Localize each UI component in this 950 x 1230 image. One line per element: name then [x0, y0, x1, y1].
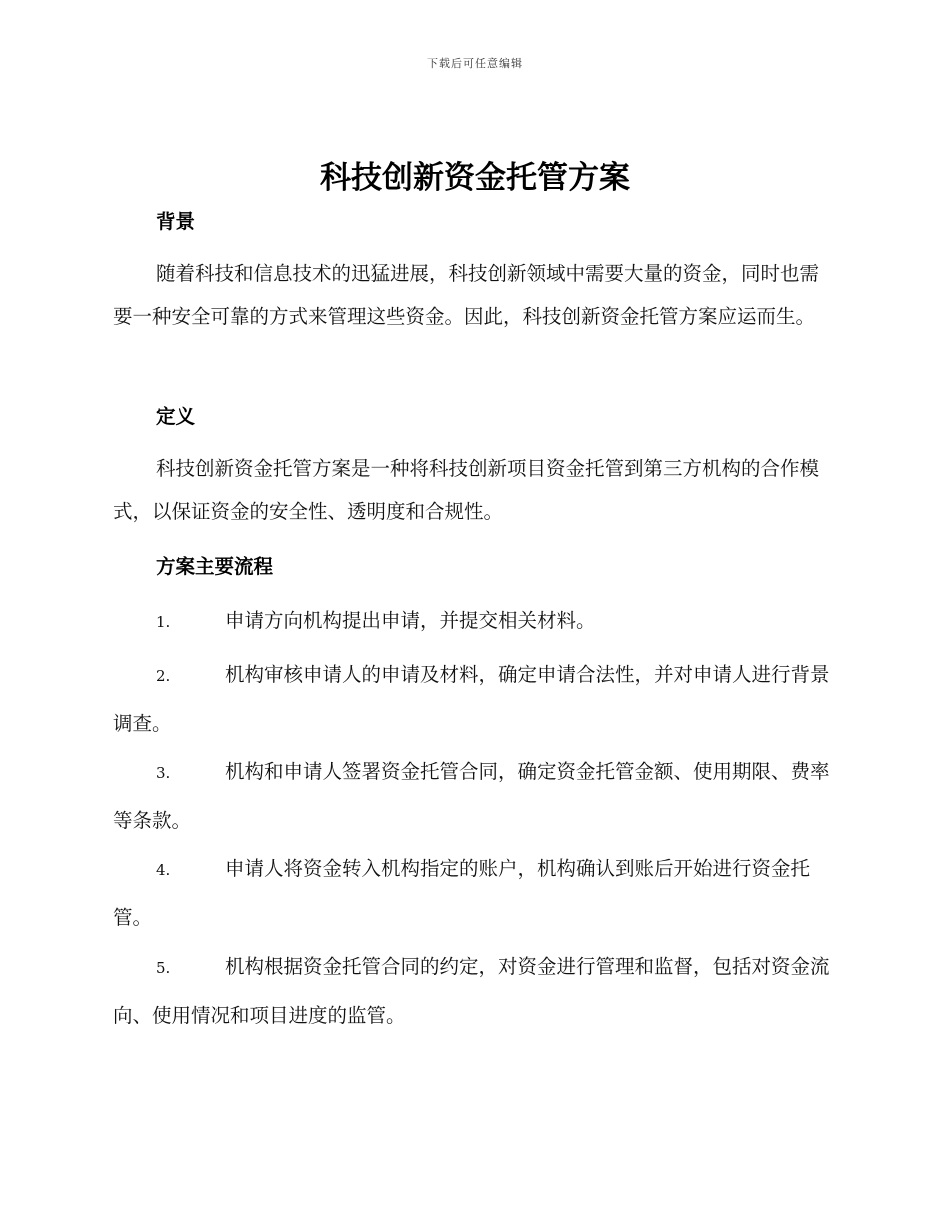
background-paragraph: 随着科技和信息技术的迅猛进展，科技创新领域中需要大量的资金，同时也需要一种安全可靠的方式来管理这些资金。因此，科技创新资金托管方案应运而生。 — [113, 262, 820, 328]
list-item-text: 机构根据资金托管合同的约定，对资金进行管理和监督，包括对资金流向、使用情况和项目进度的监管。 — [113, 955, 830, 1027]
definition-paragraph: 科技创新资金托管方案是一种将科技创新项目资金托管到第三方机构的合作模式，以保证资金的安全性、透明度和合规性。 — [113, 457, 820, 523]
list-item-text: 申请人将资金转入机构指定的账户，机构确认到账后开始进行资金托管。 — [113, 857, 811, 929]
list-item-number: 1. — [156, 613, 171, 631]
list-item-number: 4. — [156, 861, 171, 879]
process-list-item — [113, 597, 838, 646]
process-list-item — [113, 651, 838, 747]
list-item-number: 3. — [156, 764, 171, 782]
list-item-text: 机构和申请人签署资金托管合同，确定资金托管金额、使用期限、费率等条款。 — [113, 760, 830, 832]
page-header-note: 下载后可任意编辑 — [427, 57, 523, 70]
process-list-item — [113, 943, 838, 1039]
list-item-text: 申请方向机构提出申请，并提交相关材料。 — [225, 609, 596, 632]
list-item-text: 机构审核申请人的申请及材料，确定申请合法性，并对申请人进行背景调查。 — [113, 663, 830, 735]
process-list-item — [113, 748, 838, 844]
section-heading-definition: 定义 — [156, 405, 196, 428]
section-heading-process: 方案主要流程 — [156, 555, 274, 578]
list-item-number: 5. — [156, 959, 171, 977]
document-title: 科技创新资金托管方案 — [320, 160, 630, 196]
section-heading-background: 背景 — [156, 210, 196, 233]
process-list-item — [113, 845, 838, 941]
list-item-number: 2. — [156, 667, 171, 685]
